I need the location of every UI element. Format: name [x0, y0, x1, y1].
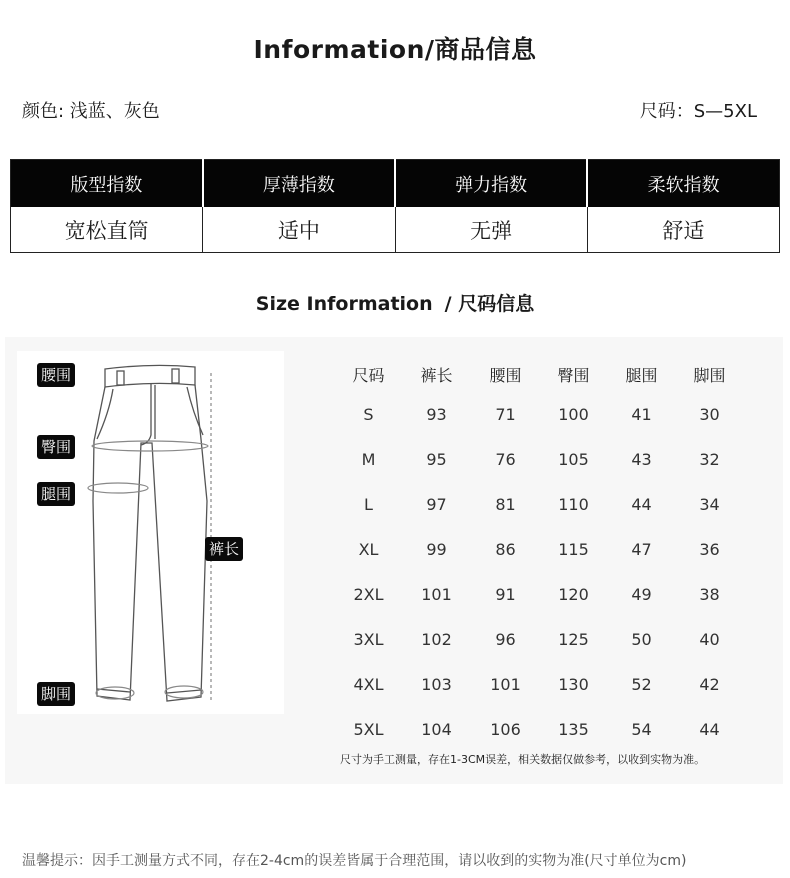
- cell-size: 4XL: [353, 675, 384, 694]
- cell-waist: 91: [495, 585, 516, 604]
- cell-hem: 32: [699, 450, 720, 469]
- col-waist: 腰围: [489, 365, 522, 385]
- table-row: [335, 482, 743, 527]
- cell-thigh: 47: [631, 540, 652, 559]
- cell-thigh: 44: [631, 495, 652, 514]
- index-header-row: [11, 160, 780, 208]
- cell-waist: 96: [495, 630, 516, 649]
- cell-length: 103: [421, 675, 452, 694]
- cell-length: 101: [421, 585, 452, 604]
- measurement-note: 尺寸为手工测量，存在1-3CM误差，相关数据仅做参考，以收到实物为准。: [340, 753, 706, 766]
- size-section-title-cn: / 尺码信息: [444, 293, 535, 315]
- table-row: [335, 572, 743, 617]
- label-waist: 腰围: [37, 363, 75, 387]
- cell-size: L: [364, 495, 373, 514]
- pants-outline-icon: [17, 351, 284, 714]
- cell-length: 97: [426, 495, 447, 514]
- label-hip: 臀围: [37, 435, 75, 459]
- cell-length: 99: [426, 540, 447, 559]
- cell-hem: 42: [699, 675, 720, 694]
- col-length: 裤长: [420, 365, 453, 385]
- cell-hem: 36: [699, 540, 720, 559]
- table-row: [335, 392, 743, 437]
- cell-hip: 115: [558, 540, 589, 559]
- table-row: [335, 617, 743, 662]
- index-header-thickness: 厚薄指数: [203, 160, 395, 208]
- cell-size: M: [361, 450, 376, 469]
- label-hem: 脚围: [37, 682, 75, 706]
- cell-hem: 38: [699, 585, 720, 604]
- cell-length: 93: [426, 405, 447, 424]
- index-value-fit: 宽松直筒: [11, 207, 203, 253]
- cell-hip: 125: [558, 630, 589, 649]
- cell-hip: 135: [558, 720, 589, 739]
- cell-hem: 44: [699, 720, 720, 739]
- cell-thigh: 52: [631, 675, 652, 694]
- page-title: Information/商品信息: [253, 35, 537, 64]
- index-value-softness: 舒适: [662, 218, 705, 243]
- cell-thigh: 49: [631, 585, 652, 604]
- label-length: 裤长: [205, 537, 243, 561]
- cell-waist: 71: [495, 405, 516, 424]
- cell-thigh: 50: [631, 630, 652, 649]
- cell-hip: 100: [558, 405, 589, 424]
- size-section-title: [0, 289, 790, 316]
- index-header-softness: 柔软指数: [587, 160, 779, 208]
- size-range-info: 尺码：S—5XL: [639, 101, 757, 122]
- index-value-thickness: 适中: [203, 207, 395, 253]
- cell-length: 95: [426, 450, 447, 469]
- cell-size: 3XL: [353, 630, 384, 649]
- table-row: [335, 437, 743, 482]
- col-hem: 脚围: [693, 365, 726, 385]
- table-row: [335, 707, 743, 752]
- cell-waist: 81: [495, 495, 516, 514]
- col-thigh: 腿围: [625, 365, 658, 385]
- cell-hem: 30: [699, 405, 720, 424]
- table-row: [335, 662, 743, 707]
- cell-waist: 76: [495, 450, 516, 469]
- cell-hip: 110: [558, 495, 589, 514]
- cell-waist: 106: [490, 720, 521, 739]
- index-value-elasticity: 无弹: [395, 207, 587, 253]
- size-table: [335, 356, 743, 752]
- index-header-fit: 版型指数: [11, 160, 203, 208]
- label-thigh: 腿围: [37, 482, 75, 506]
- cell-thigh: 43: [631, 450, 652, 469]
- cell-size: 2XL: [353, 585, 384, 604]
- cell-hem: 40: [699, 630, 720, 649]
- pants-diagram: [17, 351, 284, 714]
- cell-waist: 101: [490, 675, 521, 694]
- size-section-title-en: Size Information: [255, 293, 433, 315]
- cell-size: XL: [358, 540, 379, 559]
- col-hip: 臀围: [557, 365, 590, 385]
- cell-waist: 86: [495, 540, 516, 559]
- cell-length: 102: [421, 630, 452, 649]
- cell-hip: 105: [558, 450, 589, 469]
- cell-size: 5XL: [353, 720, 384, 739]
- cell-hip: 120: [558, 585, 589, 604]
- cell-thigh: 41: [631, 405, 652, 424]
- footer-tip: 温馨提示：因手工测量方式不同，存在2-4cm的误差皆属于合理范围，请以收到的实物为准(尺寸单位为cm): [22, 853, 687, 869]
- cell-hip: 130: [558, 675, 589, 694]
- index-header-elasticity: 弹力指数: [395, 160, 587, 208]
- cell-length: 104: [421, 720, 452, 739]
- size-table-header: [335, 356, 743, 392]
- col-size: 尺码: [352, 365, 385, 385]
- cell-hem: 34: [699, 495, 720, 514]
- index-table: [10, 159, 780, 253]
- table-row: [335, 527, 743, 572]
- color-info: 颜色: 浅蓝、灰色: [22, 101, 160, 122]
- cell-thigh: 54: [631, 720, 652, 739]
- cell-size: S: [363, 405, 374, 424]
- index-value-row: [11, 207, 780, 253]
